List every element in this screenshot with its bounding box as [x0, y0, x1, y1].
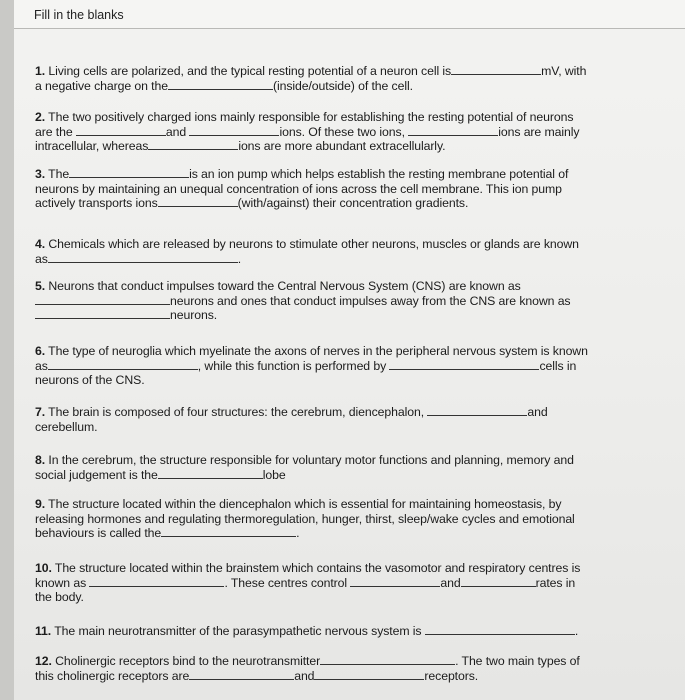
answer-blank[interactable] — [189, 125, 279, 136]
question-7: 7. The brain is composed of four structures: the cerebrum, diencephalon, and cerebellum. — [35, 405, 548, 434]
answer-blank[interactable] — [350, 576, 440, 587]
question-number: 9. — [35, 497, 46, 511]
question-9: 9. The structure located within the diencephalon which is essential for maintaining homeostasis, by releasing hormones and regulating thermoregulation, hunger, thirst, sleep/wake cycles and emotional behaviours is called the . — [35, 497, 575, 541]
question-number: 1. — [35, 64, 46, 78]
question-number: 8. — [35, 453, 46, 467]
answer-blank[interactable] — [427, 405, 527, 416]
worksheet-header — [14, 0, 685, 29]
answer-blank[interactable] — [35, 294, 170, 305]
answer-blank[interactable] — [158, 468, 263, 479]
answer-blank[interactable] — [76, 125, 166, 136]
answer-blank[interactable] — [148, 139, 238, 150]
question-number: 7. — [35, 405, 46, 419]
worksheet-page — [14, 0, 685, 700]
question-number: 6. — [35, 344, 46, 358]
answer-blank[interactable] — [408, 125, 498, 136]
question-12: 12. Cholinergic receptors bind to the neurotransmitter . The two main types of this cholinergic receptors are and receptors. — [35, 654, 580, 683]
question-6: 6. The type of neuroglia which myelinate the axons of nerves in the peripheral nervous system is known as , while this function is performed by cells in neurons of the CNS. — [35, 344, 588, 388]
answer-blank[interactable] — [189, 669, 294, 680]
question-number: 12. — [35, 654, 52, 668]
answer-blank[interactable] — [168, 79, 273, 90]
question-number: 2. — [35, 110, 46, 124]
answer-blank[interactable] — [389, 359, 539, 370]
question-4: 4. Chemicals which are released by neurons to stimulate other neurons, muscles or glands are known as . — [35, 237, 579, 266]
answer-blank[interactable] — [161, 526, 296, 537]
question-number: 5. — [35, 279, 46, 293]
answer-blank[interactable] — [89, 576, 224, 587]
answer-blank[interactable] — [48, 252, 238, 263]
question-5: 5. Neurons that conduct impulses toward the Central Nervous System (CNS) are known as neurons and ones that conduct impulses away from the CNS are known as neurons. — [35, 279, 571, 323]
question-number: 3. — [35, 167, 46, 181]
answer-blank[interactable] — [451, 64, 541, 75]
question-number: 11. — [35, 624, 52, 638]
question-10: 10. The structure located within the brainstem which contains the vasomotor and respiratory centres is known as . These centres control and rates in the body. — [35, 561, 581, 605]
answer-blank[interactable] — [35, 308, 170, 319]
question-3: 3. The is an ion pump which helps establish the resting membrane potential of neurons by maintaining an unequal concentration of ions across the cell membrane. This ion pump actively transports ions (with/against) their concentration gradients. — [35, 167, 569, 211]
answer-blank[interactable] — [314, 669, 424, 680]
answer-blank[interactable] — [425, 624, 575, 635]
answer-blank[interactable] — [158, 196, 238, 207]
question-8: 8. In the cerebrum, the structure responsible for voluntary motor functions and planning, memory and social judgement is the lobe — [35, 453, 574, 482]
question-number: 4. — [35, 237, 46, 251]
answer-blank[interactable] — [48, 359, 198, 370]
answer-blank[interactable] — [320, 654, 455, 665]
question-number: 10. — [35, 561, 52, 575]
answer-blank[interactable] — [69, 167, 189, 178]
worksheet-title: Fill in the blanks — [34, 8, 124, 22]
answer-blank[interactable] — [461, 576, 536, 587]
question-2: 2. The two positively charged ions mainly responsible for establishing the resting potential of neurons are the and ions. Of these two ions, ions are mainly intracellular, whereas ions are more abundant extracellularly. — [35, 110, 580, 154]
question-11: 11. The main neurotransmitter of the parasympathetic nervous system is . — [35, 624, 579, 638]
question-1: 1. Living cells are polarized, and the typical resting potential of a neuron cell is mV, with a negative charge on the (inside/outside) of the cell. — [35, 64, 587, 93]
